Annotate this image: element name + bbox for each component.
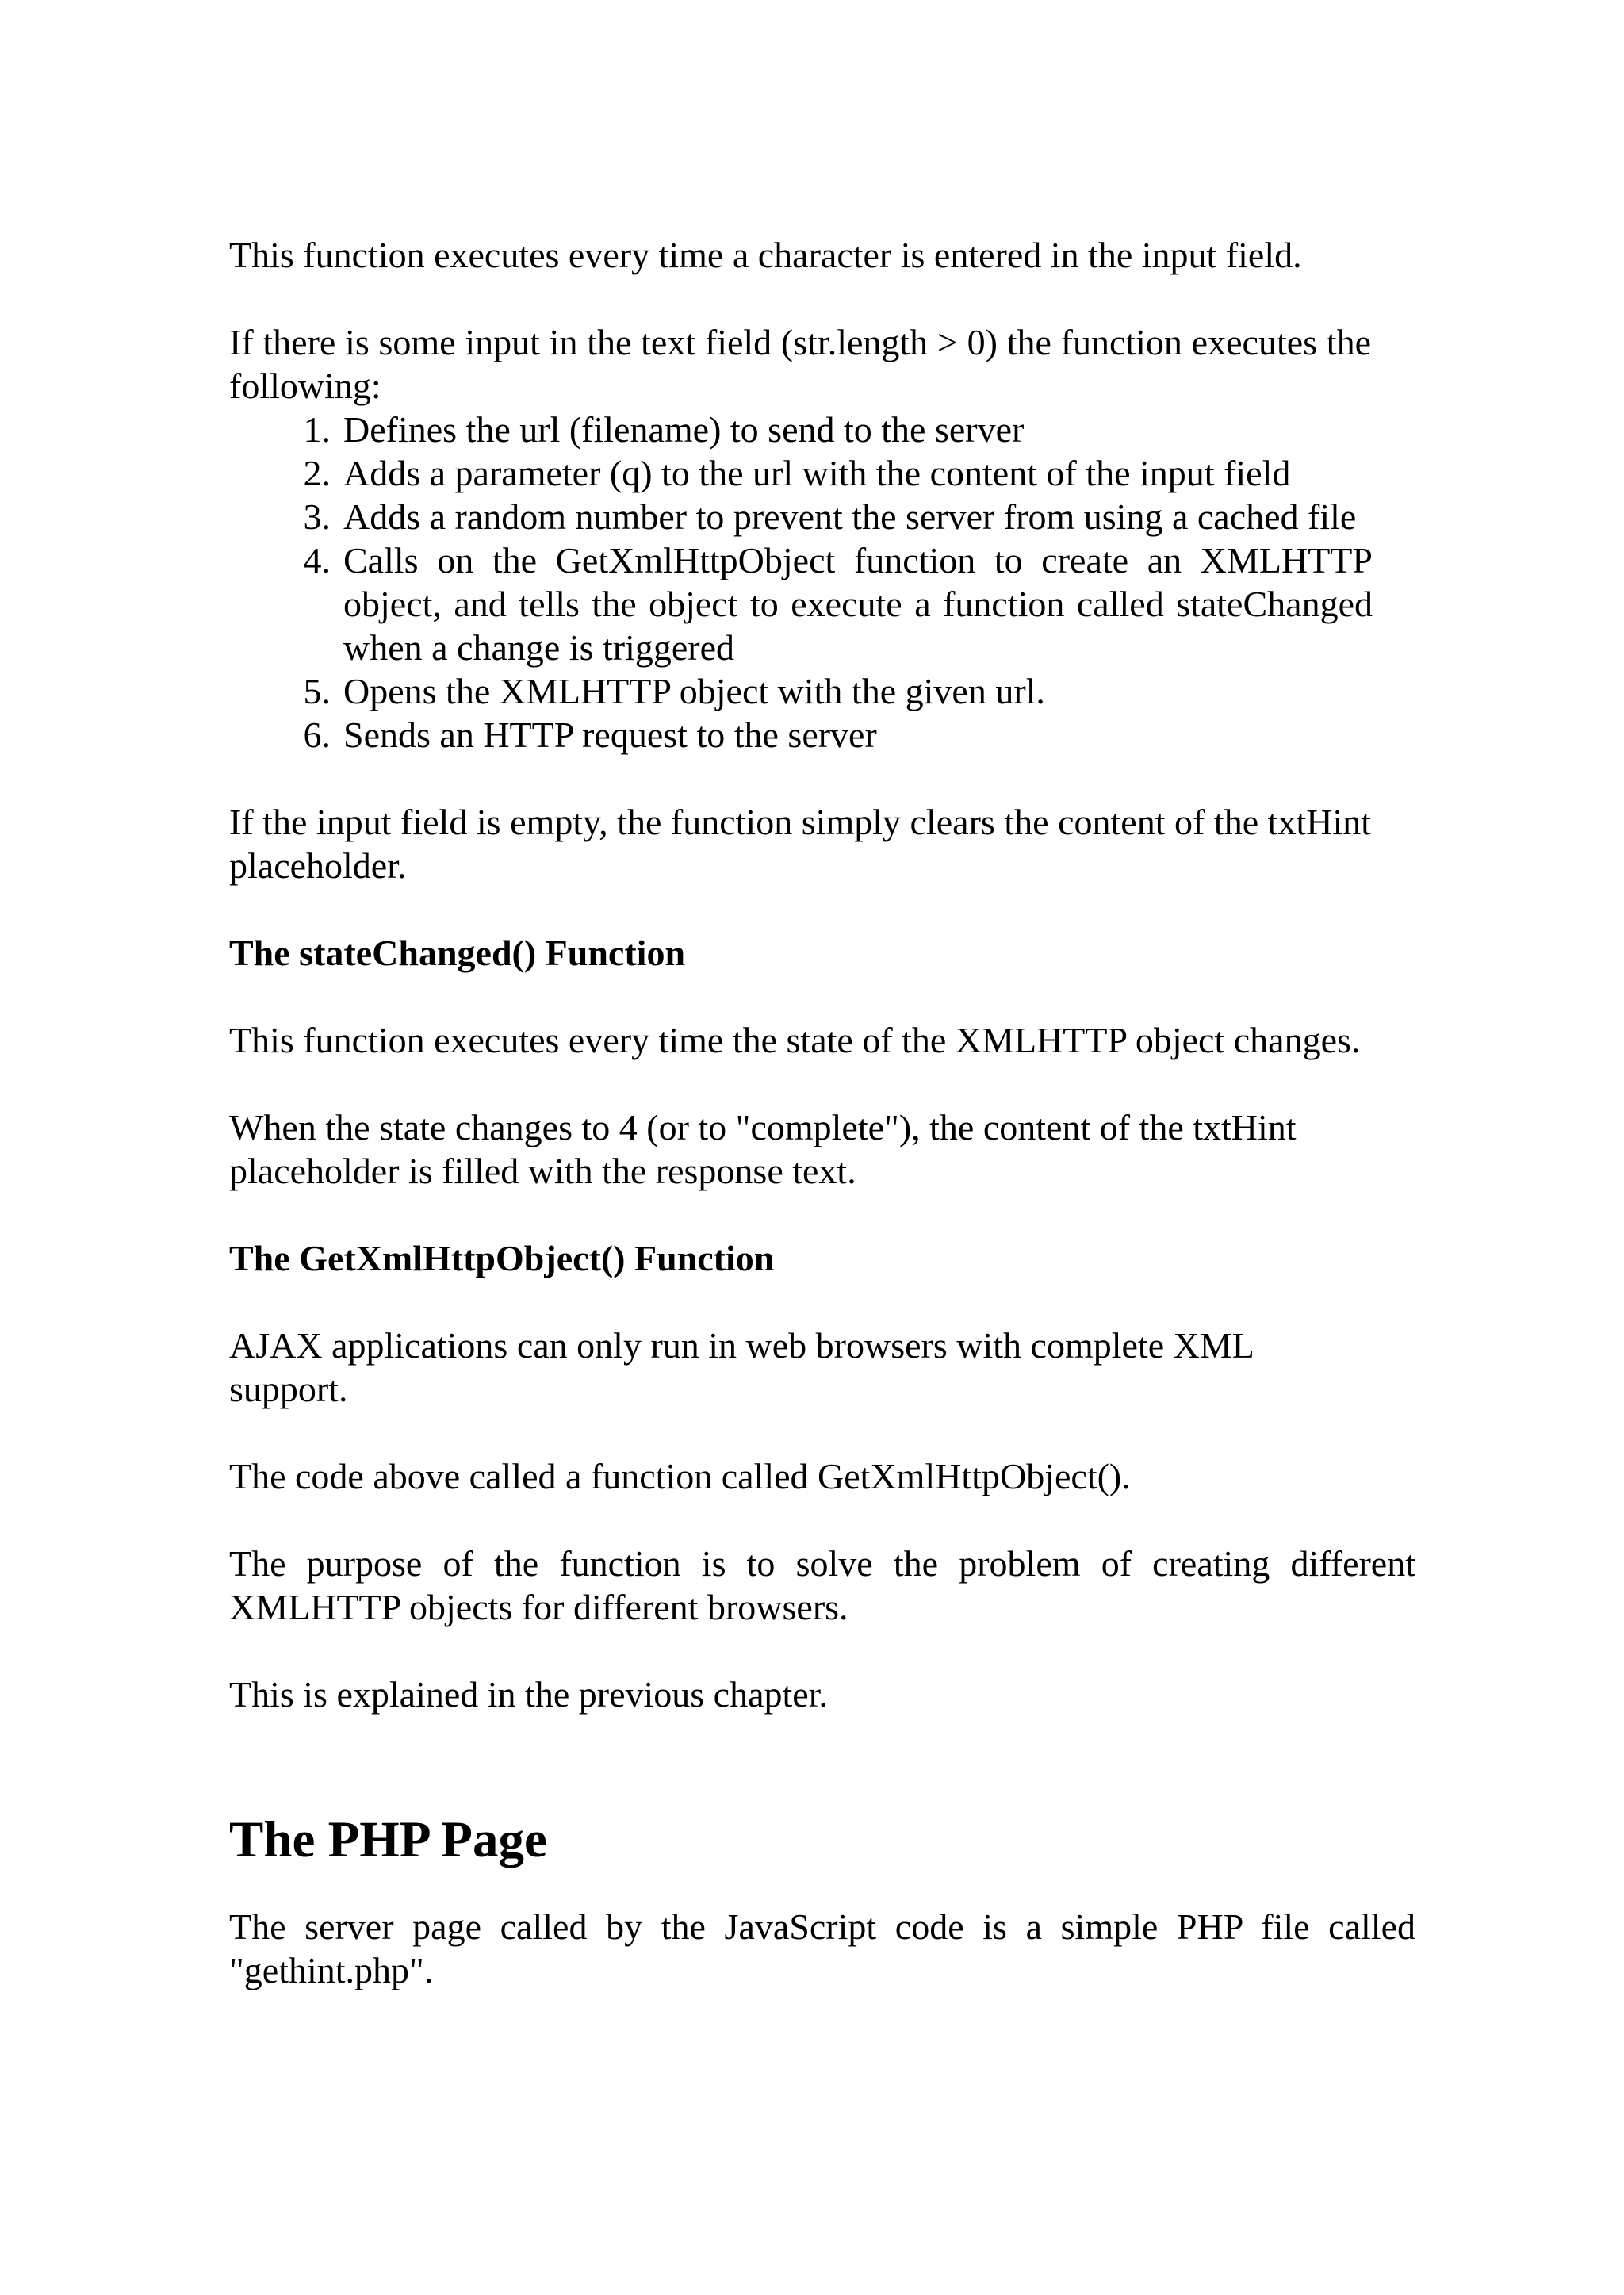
list-number: 5.	[303, 671, 331, 711]
empty-case-paragraph: If the input field is empty, the function simply clears the content of the txtHint placeholder.	[229, 802, 1371, 886]
list-item-text: Calls on the GetXmlHttpObject function to create an XMLHTTP object, and tells the object to execute a function called stateChanged when a change is triggered	[343, 540, 1373, 668]
list-number: 6.	[303, 715, 331, 755]
get-xml-http-paragraph-4: This is explained in the previous chapter.	[229, 1674, 828, 1715]
list-item-text: Defines the url (filename) to send to the server	[343, 409, 1025, 450]
get-xml-http-heading: The GetXmlHttpObject() Function	[229, 1238, 775, 1278]
php-page-paragraph: The server page called by the JavaScript code is a simple PHP file called "gethint.php".	[229, 1906, 1415, 1990]
list-number: 4.	[303, 540, 331, 580]
list-item-text: Adds a random number to prevent the server from using a cached file	[343, 496, 1357, 537]
get-xml-http-paragraph-3: The purpose of the function is to solve the problem of creating different XMLHTTP objects for different browsers.	[229, 1543, 1415, 1627]
list-item	[229, 495, 1415, 538]
php-page-heading: The PHP Page	[229, 1811, 547, 1868]
list-item	[229, 451, 1415, 495]
list-item-text: Opens the XMLHTTP object with the given url.	[343, 671, 1045, 711]
list-item-text: Adds a parameter (q) to the url with the content of the input field	[343, 453, 1291, 493]
condition-paragraph: If there is some input in the text field (str.length > 0) the function executes the following:	[229, 322, 1371, 406]
state-changed-heading: The stateChanged() Function	[229, 933, 686, 973]
document-page	[229, 233, 1415, 1992]
list-number: 3.	[303, 496, 331, 537]
list-item	[229, 538, 1415, 669]
list-number: 1.	[303, 409, 331, 450]
intro-paragraph: This function executes every time a character is entered in the input field.	[229, 235, 1302, 275]
state-changed-paragraph-2: When the state changes to 4 (or to "complete"), the content of the txtHint placeholder is filled with the response text.	[229, 1107, 1297, 1191]
list-item-text: Sends an HTTP request to the server	[343, 715, 877, 755]
steps-list	[229, 408, 1415, 757]
list-item	[229, 408, 1415, 451]
get-xml-http-paragraph-1: AJAX applications can only run in web browsers with complete XML support.	[229, 1325, 1254, 1409]
list-item	[229, 669, 1415, 713]
get-xml-http-paragraph-2: The code above called a function called GetXmlHttpObject().	[229, 1456, 1131, 1496]
list-number: 2.	[303, 453, 331, 493]
list-item	[229, 713, 1415, 757]
state-changed-paragraph-1: This function executes every time the state of the XMLHTTP object changes.	[229, 1020, 1361, 1060]
